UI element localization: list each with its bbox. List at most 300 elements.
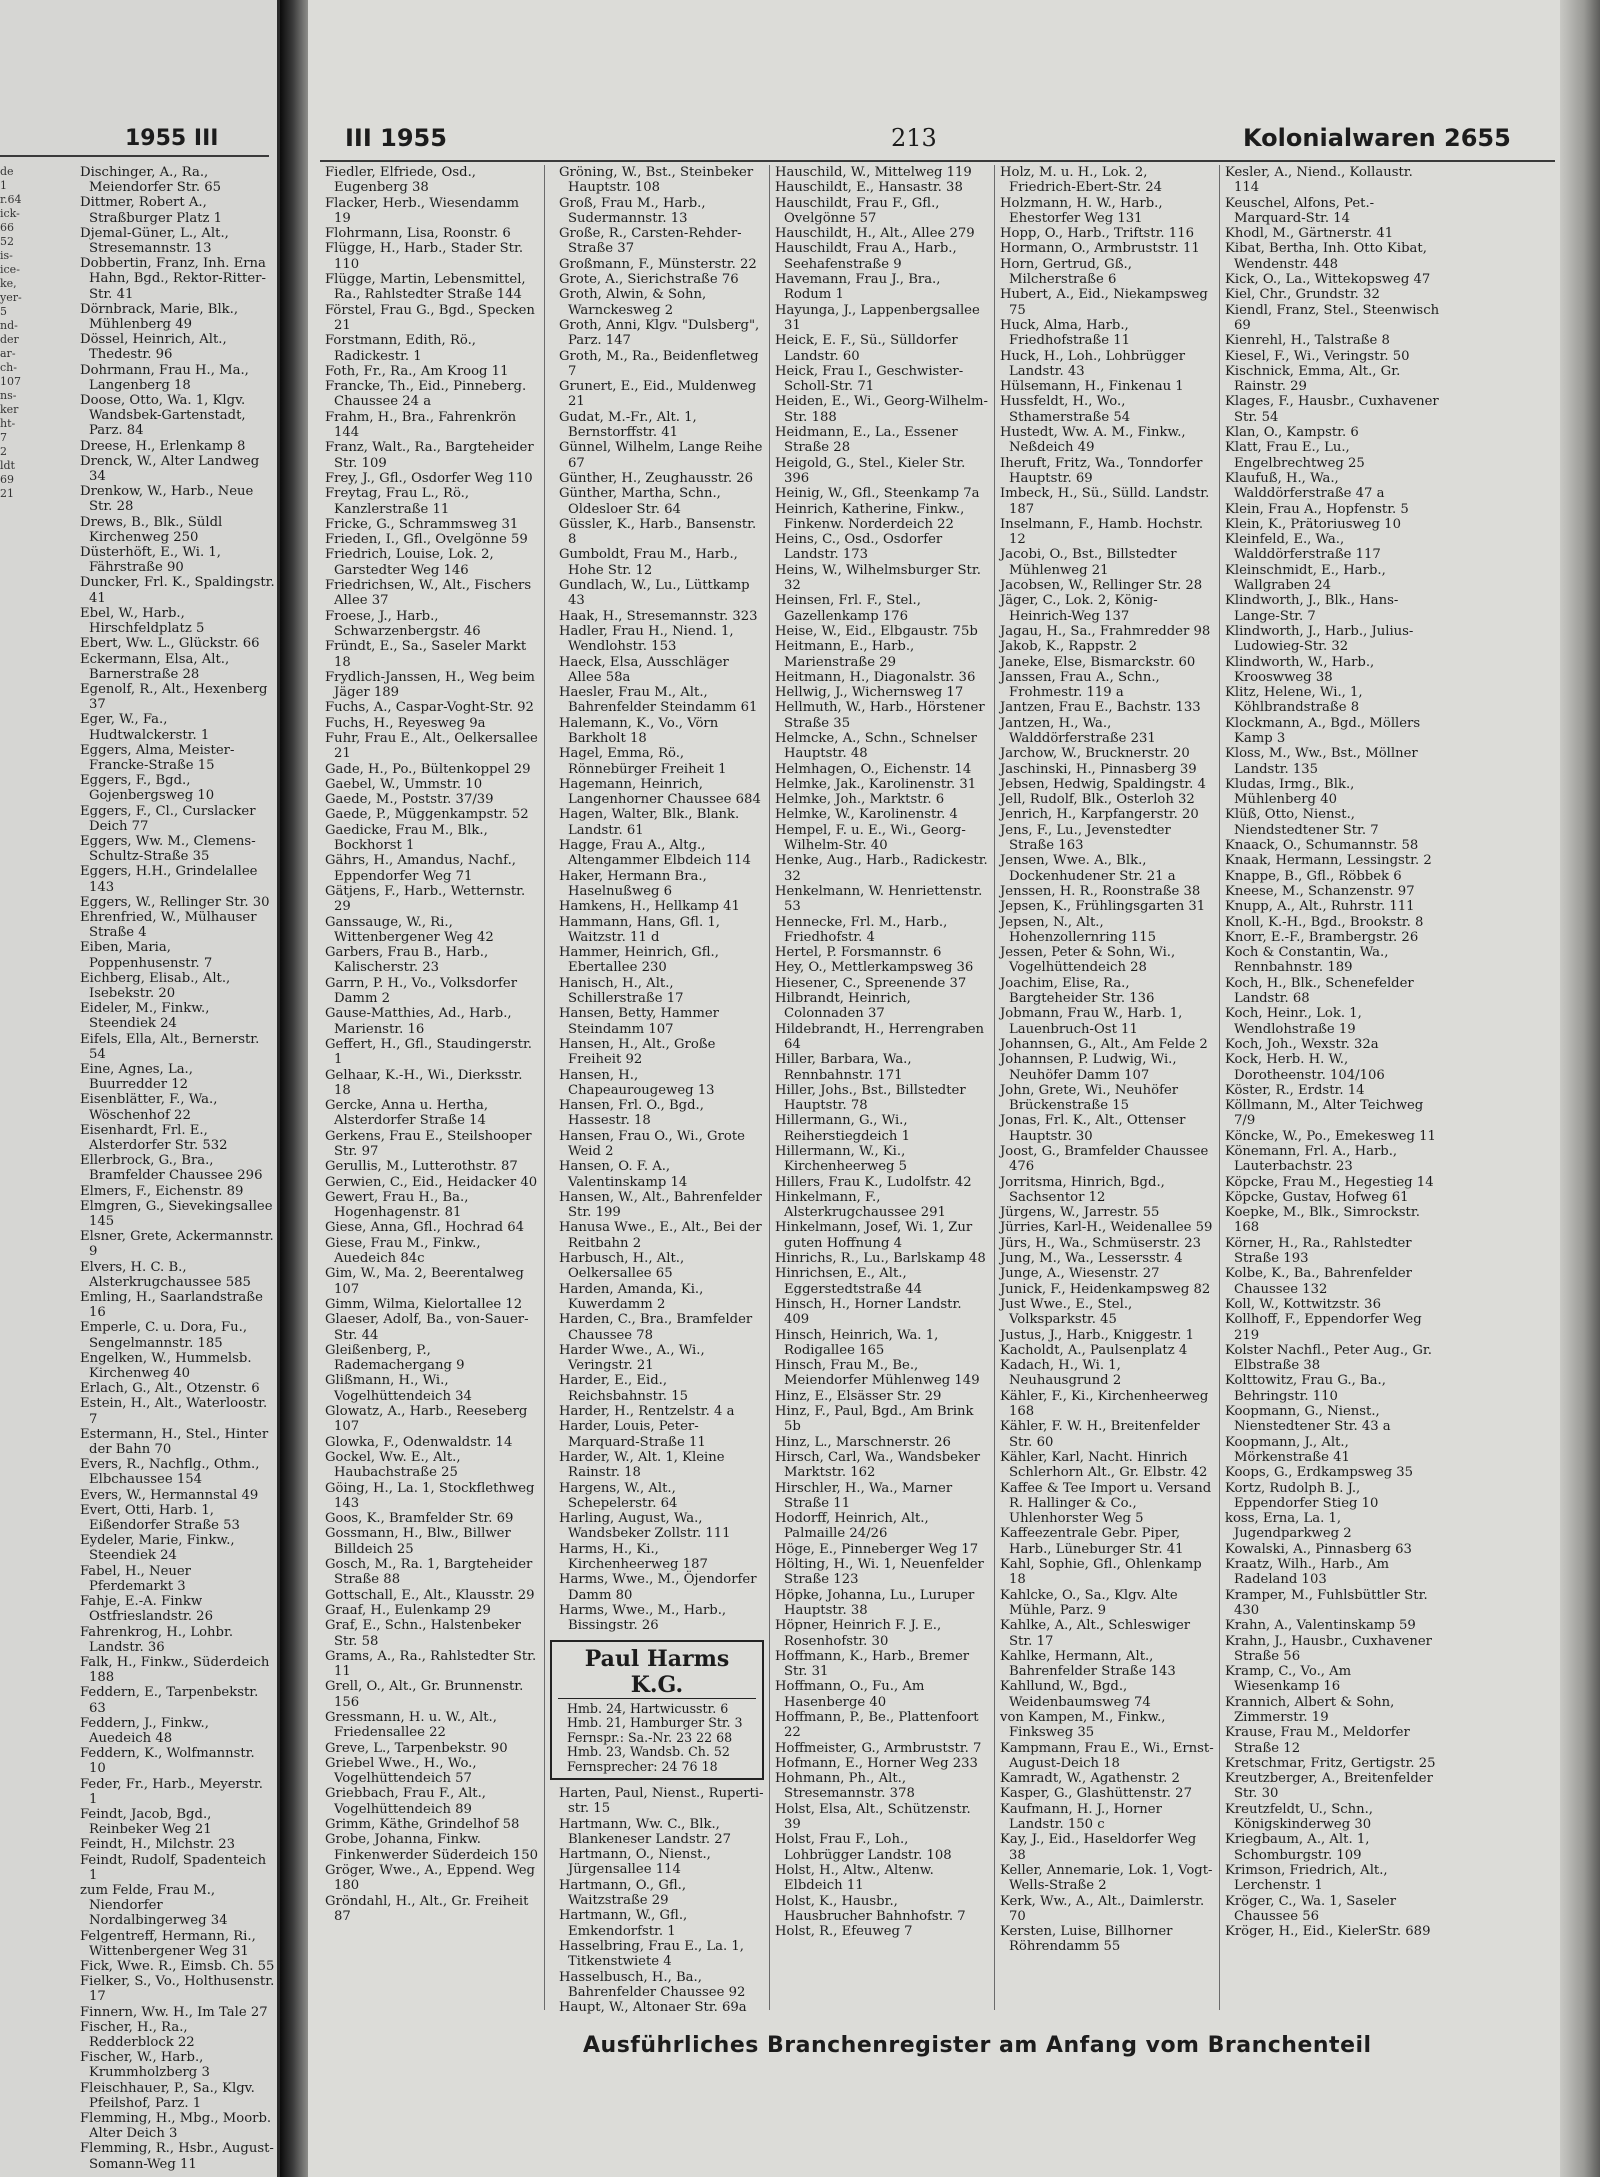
directory-entry: Hinrichs, R., Lu., Barlskamp 48 xyxy=(775,1251,986,1267)
directory-entry: Hussfeldt, H., Wo., Sthamerstraße 54 xyxy=(1000,394,1131,425)
advertisement-line: Fernsprecher: 24 76 18 xyxy=(567,1758,718,1774)
directory-entry: Hinkelmann, Josef, Wi. 1, Zur guten Hoffnung 4 xyxy=(775,1220,973,1251)
directory-entry: Fiedler, Elfriede, Osd., Eugenberg 38 xyxy=(325,165,476,196)
directory-entry: Graaf, H., Eulenkamp 29 xyxy=(325,1602,491,1618)
directory-entry: Kramper, M., Fuhlsbüttler Str. 430 xyxy=(1225,1587,1428,1618)
directory-entry: Fleischhauer, P., Sa., Klgv. Pfeilshof, Parz. 1 xyxy=(80,2080,255,2111)
directory-entry: Drenkow, W., Harb., Neue Str. 28 xyxy=(80,484,254,515)
directory-entry: Forstmann, Edith, Rö., Radickestr. 1 xyxy=(325,333,476,364)
directory-entry: Harling, August, Wa., Wandsbeker Zollstr. 111 xyxy=(559,1511,731,1542)
directory-entry: Kaffee & Tee Import u. Versand R. Hallinger & Co., Uhlenhorster Weg 5 xyxy=(1000,1480,1212,1527)
directory-entry: Kesler, A., Niend., Kollaustr. 114 xyxy=(1225,165,1413,196)
directory-entry: Goos, K., Bramfelder Str. 69 xyxy=(325,1511,514,1527)
directory-entry: Kiendl, Franz, Stel., Steenwisch 69 xyxy=(1225,302,1440,333)
directory-entry: Hillers, Frau K., Ludolfstr. 42 xyxy=(775,1174,972,1190)
margin-fragment: yer- xyxy=(0,291,22,304)
directory-entry: Heins, C., Osd., Osdorfer Landstr. 173 xyxy=(775,532,943,563)
directory-entry: Kreutzfeldt, U., Schn., Königskinderweg 30 xyxy=(1225,1801,1373,1833)
directory-entry: Hartmann, W., Gfl., Emkendorfstr. 1 xyxy=(559,1908,688,1939)
directory-entry: Hansen, H., Alt., Große Freiheit 92 xyxy=(559,1036,716,1068)
directory-entry: Kasper, G., Glashüttenstr. 27 xyxy=(1000,1786,1192,1802)
right-page-running-head-left: III 1955 xyxy=(345,124,447,152)
directory-entry: Hiller, Barbara, Wa., Rennbahnstr. 171 xyxy=(775,1052,912,1083)
directory-entry: Kersten, Luise, Billhorner Röhrendamm 55 xyxy=(1000,1924,1173,1955)
directory-entry: Just Wwe., E., Stel., Volksparkstr. 45 xyxy=(1000,1296,1133,1328)
directory-entry: Jonas, Frl. K., Alt., Ottenser Hauptstr. 30 xyxy=(1000,1113,1186,1144)
directory-entry: Harder, E., Eid., Reichsbahnstr. 15 xyxy=(559,1373,688,1404)
directory-entry: Günther, H., Zeughausstr. 26 xyxy=(559,470,754,486)
margin-fragment: 66 xyxy=(0,221,14,234)
directory-entry: Göing, H., La. 1, Stockflethweg 143 xyxy=(325,1480,535,1511)
directory-entry: Emling, H., Saarlandstraße 16 xyxy=(80,1290,263,1321)
margin-fragment: de 1 xyxy=(0,165,14,192)
directory-entry: Köpcke, Gustav, Hofweg 61 xyxy=(1225,1189,1409,1205)
directory-entry: Hellmuth, W., Harb., Hörstener Straße 35 xyxy=(775,700,985,731)
margin-fragment: is- xyxy=(0,249,13,262)
directory-entry: Groth, M., Ra., Beidenfletweg 7 xyxy=(559,348,759,379)
directory-entry: von Kampen, M., Finkw., Finksweg 35 xyxy=(1000,1709,1166,1741)
directory-entry: Duncker, Frl. K., Spaldingstr. 41 xyxy=(80,575,275,606)
directory-entry: Feddern, K., Wolfmannstr. 10 xyxy=(80,1746,255,1777)
directory-entry: Körner, H., Ra., Rahlstedter Straße 193 xyxy=(1225,1235,1412,1267)
directory-entry: Havemann, Frau J., Bra., Rodum 1 xyxy=(775,272,941,303)
directory-entry: Elvers, H. C. B., Alsterkrugchaussee 585 xyxy=(80,1259,251,1290)
directory-entry: Jürries, Karl-H., Weidenallee 59 xyxy=(1000,1220,1213,1236)
directory-entry: Hayunga, J., Lappenbergsallee 31 xyxy=(775,302,980,333)
directory-entry: Felgentreff, Hermann, Ri., Wittenbergener Weg 31 xyxy=(80,1928,256,1959)
directory-entry: Gause-Matthies, Ad., Harb., Marienstr. 16 xyxy=(325,1006,512,1037)
directory-entry: Friedrichsen, W., Alt., Fischers Allee 37 xyxy=(325,578,532,609)
directory-entry: Gimm, Wilma, Kielortallee 12 xyxy=(325,1296,523,1312)
directory-entry: Glaeser, Adolf, Ba., von-Sauer-Str. 44 xyxy=(325,1312,529,1343)
directory-entry: Jepsen, K., Frühlingsgarten 31 xyxy=(1000,899,1206,915)
directory-entry: Hinz, L., Marschnerstr. 26 xyxy=(775,1434,951,1450)
directory-entry: Haesler, Frau M., Alt., Bahrenfelder Steindamm 61 xyxy=(559,685,758,716)
directory-entry: Heitmann, E., Harb., Marienstraße 29 xyxy=(775,639,915,670)
left-page-running-head: 1955 III xyxy=(125,125,219,151)
directory-entry: Heitmann, H., Diagonalstr. 36 xyxy=(775,669,976,685)
directory-entry: Förstel, Frau G., Bgd., Specken 21 xyxy=(325,302,535,333)
directory-entry: Günther, Martha, Schn., Oldesloer Str. 64 xyxy=(559,486,721,517)
directory-entry: Kröger, H., Eid., KielerStr. 689 xyxy=(1225,1924,1431,1940)
directory-entry: Gossmann, H., Blw., Billwer Billdeich 25 xyxy=(325,1526,511,1557)
page-number: 213 xyxy=(891,124,937,152)
advertisement-line: Hmb. 21, Hamburger Str. 3 xyxy=(567,1715,743,1730)
advertisement-title: Paul Harms K.G. xyxy=(558,1646,756,1699)
directory-entry: Hillermann, W., Ki., Kirchenheerweg 5 xyxy=(775,1144,908,1175)
directory-column-2 xyxy=(545,165,770,2016)
directory-entry: Jebsen, Hedwig, Spaldingstr. 4 xyxy=(1000,776,1206,792)
directory-entry: Halemann, K., Vo., Vörn Barkholt 18 xyxy=(559,715,719,746)
directory-entry: Fuhr, Frau E., Alt., Oelkersallee 21 xyxy=(325,730,538,762)
directory-entry: Friedrich, Louise, Lok. 2, Garstedter Weg 146 xyxy=(325,547,494,578)
directory-entry: Gaede, P., Müggenkampstr. 52 xyxy=(325,807,529,823)
directory-entry: Henke, Aug., Harb., Radickestr. 32 xyxy=(775,853,988,884)
margin-fragment: 5 xyxy=(0,305,7,318)
directory-entry: Heinrich, Katherine, Finkw., Finkenw. Norderdeich 22 xyxy=(775,501,965,532)
margin-fragment: ht- xyxy=(0,417,16,430)
directory-entry: Hildebrandt, H., Herrengraben 64 xyxy=(775,1021,985,1052)
advertisement-lines xyxy=(558,1702,756,1775)
directory-entry: Hertel, P. Forsmannstr. 6 xyxy=(775,945,942,961)
directory-column-5 xyxy=(1220,165,1445,2010)
directory-entry: Hohmann, Ph., Alt., Stresemannstr. 378 xyxy=(775,1771,915,1802)
directory-entry: Kahllund, W., Bgd., Weidenbaumsweg 74 xyxy=(1000,1679,1151,1710)
margin-fragment: ar- xyxy=(0,347,16,360)
directory-entry: Frahm, H., Bra., Fahrenkrön 144 xyxy=(325,409,517,441)
directory-entry: Klindworth, J., Blk., Hans-Lange-Str. 7 xyxy=(1225,593,1399,624)
directory-entry: Kröger, C., Wa. 1, Saseler Chaussee 56 xyxy=(1225,1893,1396,1924)
directory-entry: Eggers, W., Rellinger Str. 30 xyxy=(80,894,270,910)
directory-entry: Klan, O., Kampstr. 6 xyxy=(1225,425,1359,441)
directory-entry: Kahlcke, O., Sa., Klgv. Alte Mühle, Parz. 9 xyxy=(1000,1587,1178,1618)
directory-entry: Hansen, H., Chapeaurougeweg 13 xyxy=(559,1067,715,1098)
directory-entry: Glowatz, A., Harb., Reeseberg 107 xyxy=(325,1404,528,1435)
page-edge-shadow xyxy=(1560,0,1600,2177)
directory-entry: Fischer, W., Harb., Krummholzberg 3 xyxy=(80,2050,210,2081)
directory-entry: Dischinger, A., Ra., Meiendorfer Str. 65 xyxy=(80,165,222,196)
directory-entry: Evert, Otti, Harb. 1, Eißendorfer Straße 53 xyxy=(80,1502,240,1534)
directory-entry: Gottschall, E., Alt., Klausstr. 29 xyxy=(325,1587,535,1603)
directory-entry: Knaak, Hermann, Lessingstr. 2 xyxy=(1225,853,1432,869)
directory-entry: Jenssen, H. R., Roonstraße 38 xyxy=(1000,883,1201,899)
directory-entry: Heidmann, E., La., Essener Straße 28 xyxy=(775,425,958,456)
directory-entry: Eichberg, Elisab., Alt., Isebekstr. 20 xyxy=(80,970,231,1001)
directory-entry: Hofmann, E., Horner Weg 233 xyxy=(775,1755,978,1771)
directory-entry: Hauschildt, E., Hansastr. 38 xyxy=(775,180,963,196)
directory-entry: Giese, Anna, Gfl., Hochrad 64 xyxy=(325,1220,525,1236)
directory-entry: Ehrenfried, W., Mülhauser Straße 4 xyxy=(80,909,257,941)
directory-entry: Hoffmann, P., Be., Plattenfoort 22 xyxy=(775,1709,979,1741)
directory-entry: Jürs, H., Wa., Schmüserstr. 23 xyxy=(1000,1235,1202,1251)
directory-entry: Johannsen, G., Alt., Am Felde 2 xyxy=(1000,1036,1208,1052)
directory-entry: Heinsen, Frl. F., Stel., Gazellenkamp 176 xyxy=(775,593,921,624)
directory-entry: Fuchs, H., Reyesweg 9a xyxy=(325,715,486,731)
margin-fragment: ick- xyxy=(0,207,20,220)
directory-entry: Evers, W., Hermannstal 49 xyxy=(80,1487,259,1503)
directory-entry: Drews, B., Blk., Süldl Kirchenweg 250 xyxy=(80,514,223,545)
directory-entry: Knoll, K.-H., Bgd., Brookstr. 8 xyxy=(1225,914,1424,930)
directory-entry: Engelken, W., Hummelsb. Kirchenweg 40 xyxy=(80,1350,252,1382)
directory-entry: Grobe, Johanna, Finkw. Finkenwerder Süderdeich 150 xyxy=(325,1832,539,1863)
directory-entry: Klein, Frau A., Hopfenstr. 5 xyxy=(1225,501,1409,517)
margin-fragment: der xyxy=(0,333,19,346)
right-page xyxy=(308,0,1600,2177)
directory-entry: Graf, E., Schn., Halstenbeker Str. 58 xyxy=(325,1618,521,1649)
directory-entry: Heiden, E., Wi., Georg-Wilhelm-Str. 188 xyxy=(775,394,988,425)
directory-entry: Gröning, W., Bst., Steinbeker Hauptstr. 108 xyxy=(559,165,754,196)
directory-entry: Koopmann, G., Nienst., Nienstedtener Str. 43 a xyxy=(1225,1404,1391,1435)
directory-entry: Harms, Wwe., M., Öjendorfer Damm 80 xyxy=(559,1572,757,1603)
directory-entry: Kloss, M., Ww., Bst., Möllner Landstr. 135 xyxy=(1225,746,1418,777)
directory-entry: Gährs, H., Amandus, Nachf., Eppendorfer Weg 71 xyxy=(325,853,516,884)
directory-entry: Gockel, Ww. E., Alt., Haubachstraße 25 xyxy=(325,1449,461,1481)
directory-entry: Khodl, M., Gärtnerstr. 41 xyxy=(1225,226,1394,242)
right-page-running-head-right: Kolonialwaren 2655 xyxy=(1243,124,1511,152)
directory-entry: Kleinschmidt, E., Harb., Wallgraben 24 xyxy=(1225,562,1386,594)
directory-entry: Jarchow, W., Brucknerstr. 20 xyxy=(1000,746,1190,762)
directory-entry: Hoffmann, K., Harb., Bremer Str. 31 xyxy=(775,1648,970,1680)
directory-entry: Gerwien, C., Eid., Heidacker 40 xyxy=(325,1174,538,1190)
left-page-margin-fragments xyxy=(0,165,22,2070)
directory-entry: Grams, A., Ra., Rahlstedter Str. 11 xyxy=(325,1648,537,1680)
directory-entry: Kaufmann, H. J., Horner Landstr. 150 c xyxy=(1000,1801,1162,1833)
directory-entry: Haeck, Elsa, Ausschläger Allee 58a xyxy=(559,654,729,685)
directory-entry: Flohrmann, Lisa, Roonstr. 6 xyxy=(325,226,511,242)
directory-entry: Gim, W., Ma. 2, Beerentalweg 107 xyxy=(325,1266,524,1297)
directory-entry: Hansen, W., Alt., Bahrenfelder Str. 199 xyxy=(559,1189,762,1221)
directory-entry: Dobbertin, Franz, Inh. Erna Hahn, Bgd., Rektor-Ritter-Str. 41 xyxy=(80,256,266,302)
directory-entry: Elmgren, G., Sievekingsallee 145 xyxy=(80,1198,273,1230)
directory-entry: Harder, H., Rentzelstr. 4 a xyxy=(559,1404,735,1420)
margin-fragment: 52 xyxy=(0,235,14,248)
directory-entry: Jacobi, O., Bst., Billstedter Mühlenweg 21 xyxy=(1000,547,1177,578)
directory-entry: Jantzen, Frau E., Bachstr. 133 xyxy=(1000,700,1201,716)
directory-entry: Hargens, W., Alt., Schepelerstr. 64 xyxy=(559,1480,678,1511)
column-2-entries-after-ad xyxy=(550,1786,764,2015)
directory-entry: Dössel, Heinrich, Alt., Thedestr. 96 xyxy=(80,332,227,363)
book-gutter xyxy=(280,0,308,2177)
directory-entry: Hansen, Frl. O., Bgd., Hassestr. 18 xyxy=(559,1098,704,1129)
directory-entry: Garbers, Frau B., Harb., Kalischerstr. 23 xyxy=(325,945,489,976)
directory-entry: Hormann, O., Armbruststr. 11 xyxy=(1000,241,1200,257)
directory-entry: Harms, Wwe., M., Harb., Bissingstr. 26 xyxy=(559,1602,727,1634)
directory-entry: Kacholdt, A., Paulsenplatz 4 xyxy=(1000,1342,1188,1358)
directory-entry: Fahrenkrog, H., Lohbr. Landstr. 36 xyxy=(80,1624,234,1655)
directory-entry: Giese, Frau M., Finkw., Auedeich 84c xyxy=(325,1235,481,1267)
directory-entry: Imbeck, H., Sü., Sülld. Landstr. 187 xyxy=(1000,486,1210,517)
directory-entry: Eiben, Maria, Poppenhusenstr. 7 xyxy=(80,940,213,971)
directory-entry: Kraatz, Wilh., Harb., Am Radeland 103 xyxy=(1225,1557,1390,1588)
directory-entry: Eine, Agnes, La., Buurredder 12 xyxy=(80,1061,193,1093)
directory-entry: Iheruft, Fritz, Wa., Tonndorfer Hauptstr. 69 xyxy=(1000,455,1203,486)
directory-entry: Djemal-Güner, L., Alt., Stresemannstr. 13 xyxy=(80,225,229,257)
directory-entry: Junge, A., Wiesenstr. 27 xyxy=(1000,1266,1160,1282)
directory-entry: Greve, L., Tarpenbekstr. 90 xyxy=(325,1740,508,1756)
directory-entry: Feddern, J., Finkw., Auedeich 48 xyxy=(80,1715,209,1746)
directory-entry: Hauschild, W., Mittelweg 119 xyxy=(775,165,972,180)
directory-entry: Fuchs, A., Caspar-Voght-Str. 92 xyxy=(325,700,534,716)
directory-entry: Kerk, Ww., A., Alt., Daimlerstr. 70 xyxy=(1000,1893,1205,1924)
directory-entry: Hinsch, Heinrich, Wa. 1, Rodigallee 165 xyxy=(775,1327,939,1358)
margin-fragment: ldt xyxy=(0,459,15,472)
directory-entry: Doose, Otto, Wa. 1, Klgv. Wandsbek-Gartenstadt, Parz. 84 xyxy=(80,393,246,439)
directory-entry: Jepsen, N., Alt., Hohenzollernring 115 xyxy=(1000,914,1156,945)
directory-entry: Eggers, Ww. M., Clemens-Schultz-Straße 35 xyxy=(80,833,256,865)
directory-entry: Flügge, Martin, Lebensmittel, Ra., Rahlstedter Straße 144 xyxy=(325,272,526,303)
directory-entry: Hempel, F. u. E., Wi., Georg-Wilhelm-Str. 40 xyxy=(775,822,966,854)
directory-entry: zum Felde, Frau M., Niendorfer Nordalbingerweg 34 xyxy=(80,1882,228,1929)
directory-entry: Hanisch, H., Alt., Schillerstraße 17 xyxy=(559,975,684,1007)
directory-entry: Hopp, O., Harb., Triftstr. 116 xyxy=(1000,226,1194,242)
directory-entry: Feindt, Rudolf, Spadenteich 1 xyxy=(80,1852,267,1883)
directory-entry: Gätjens, F., Harb., Wetternstr. 29 xyxy=(325,883,526,915)
directory-entry: Koll, W., Kottwitzstr. 36 xyxy=(1225,1296,1381,1312)
directory-entry: Dohrmann, Frau H., Ma., Langenberg 18 xyxy=(80,362,249,393)
directory-entry: Haupt, W., Altonaer Str. 69a xyxy=(559,2000,747,2016)
directory-entry: Hellwig, J., Wichernsweg 17 xyxy=(775,685,964,701)
directory-entry: Eisenhardt, Frl. E., Alsterdorfer Str. 532 xyxy=(80,1122,228,1153)
directory-entry: Krannich, Albert & Sohn, Zimmerstr. 19 xyxy=(1225,1694,1395,1725)
directory-entry: Jacobsen, W., Rellinger Str. 28 xyxy=(1000,578,1203,594)
right-page-header-rule xyxy=(320,160,1555,162)
directory-entry: Holst, K., Hausbr., Hausbrucher Bahnhofstr. 7 xyxy=(775,1893,966,1924)
directory-entry: Ellerbrock, G., Bra., Bramfelder Chaussee 296 xyxy=(80,1153,263,1184)
directory-entry: Harden, C., Bra., Bramfelder Chaussee 78 xyxy=(559,1312,753,1343)
directory-entry: Hodorff, Heinrich, Alt., Palmaille 24/26 xyxy=(775,1511,929,1542)
directory-entry: Kahlke, A., Alt., Schleswiger Str. 17 xyxy=(1000,1618,1191,1649)
directory-entry: Hillermann, G., Wi., Reiherstiegdeich 1 xyxy=(775,1113,911,1144)
directory-entry: Jakob, K., Rappstr. 2 xyxy=(1000,639,1138,655)
directory-entry: Fründt, E., Sa., Saseler Markt 18 xyxy=(325,639,527,670)
directory-entry: Kadach, H., Wi. 1, Neuhausgrund 2 xyxy=(1000,1358,1122,1389)
advertisement-line: Fernspr.: Sa.-Nr. 23 22 68 xyxy=(567,1729,733,1745)
advertisement-box xyxy=(550,1640,764,1781)
directory-entry: Johannsen, P. Ludwig, Wi., Neuhöfer Damm 107 xyxy=(1000,1052,1177,1083)
directory-entry: Geffert, H., Gfl., Staudingerstr. 1 xyxy=(325,1036,532,1068)
margin-fragment: 7 xyxy=(0,431,7,444)
directory-entry: Jaschinski, H., Pinnasberg 39 xyxy=(1000,761,1197,777)
directory-entry: Gaede, M., Poststr. 37/39 xyxy=(325,792,494,808)
directory-entry: Griebel Wwe., H., Wo., Vogelhüttendeich 57 xyxy=(325,1755,477,1787)
directory-entry: Kiesel, F., Wi., Veringstr. 50 xyxy=(1225,348,1410,364)
directory-entry: Hustedt, Ww. A. M., Finkw., Neßdeich 49 xyxy=(1000,425,1186,456)
directory-entry: Justus, J., Harb., Kniggestr. 1 xyxy=(1000,1327,1194,1343)
directory-entry: Hauschildt, H., Alt., Allee 279 xyxy=(775,226,975,242)
directory-entry: Hagen, Walter, Blk., Blank. Landstr. 61 xyxy=(559,807,740,838)
directory-entry: Ebel, W., Harb., Hirschfeldplatz 5 xyxy=(80,605,205,637)
directory-entry: Könemann, Frl. A., Harb., Lauterbachstr. 23 xyxy=(1225,1144,1398,1175)
directory-entry: Höpner, Heinrich F. J. E., Rosenhofstr. 30 xyxy=(775,1618,942,1649)
directory-entry: Horn, Gertrud, Gß., Milcherstraße 6 xyxy=(1000,256,1132,288)
directory-entry: Harten, Paul, Nienst., Ruperti-str. 15 xyxy=(559,1786,764,1817)
directory-entry: Falk, H., Finkw., Süderdeich 188 xyxy=(80,1654,270,1686)
advertisement-line: Hmb. 24, Hartwicusstr. 6 xyxy=(567,1700,729,1716)
directory-entry: Franz, Walt., Ra., Bargteheider Str. 109 xyxy=(325,440,534,471)
directory-entry: Knaack, O., Schumannstr. 58 xyxy=(1225,838,1419,854)
directory-entry: Fricke, G., Schrammsweg 31 xyxy=(325,516,519,532)
directory-entry: Knorr, E.-F., Brambergstr. 26 xyxy=(1225,929,1419,945)
directory-entry: Jenrich, H., Karpfangerstr. 20 xyxy=(1000,807,1199,823)
directory-entry: Jürgens, W., Jarrestr. 55 xyxy=(1000,1205,1160,1221)
directory-entry: Eggers, F., Bgd., Gojenbergsweg 10 xyxy=(80,773,215,804)
directory-entry: Koops, G., Erdkampsweg 35 xyxy=(1225,1465,1414,1481)
directory-entry: Jung, M., Wa., Lessersstr. 4 xyxy=(1000,1251,1183,1267)
directory-entry: Feddern, E., Tarpenbekstr. 63 xyxy=(80,1685,259,1716)
directory-entry: Heick, Frau I., Geschwister-Scholl-Str. 71 xyxy=(775,363,964,395)
directory-entry: Hagel, Emma, Rö., Rönnebürger Freiheit 1 xyxy=(559,746,727,777)
directory-entry: Haker, Hermann Bra., Haselnußweg 6 xyxy=(559,868,707,899)
directory-entry: Klitz, Helene, Wi., 1, Köhlbrandstraße 8 xyxy=(1225,685,1363,716)
directory-entry: Harder, Louis, Peter-Marquard-Straße 11 xyxy=(559,1419,706,1450)
directory-entry: Hoffmann, O., Fu., Am Hasenberge 40 xyxy=(775,1679,925,1710)
directory-entry: Hirschler, H., Wa., Marner Straße 11 xyxy=(775,1480,953,1511)
directory-entry: Groß, Frau M., Harb., Sudermannstr. 13 xyxy=(559,195,706,226)
directory-entry: Flügge, H., Harb., Stader Str. 110 xyxy=(325,241,524,272)
directory-entry: Holst, Elsa, Alt., Schützenstr. 39 xyxy=(775,1801,971,1833)
directory-entry: Koch & Constantin, Wa., Rennbahnstr. 189 xyxy=(1225,945,1389,976)
directory-entry: Drenck, W., Alter Landweg 34 xyxy=(80,453,260,485)
directory-entry: Klindworth, J., Harb., Julius-Ludowieg-Str. 32 xyxy=(1225,623,1414,655)
directory-entry: Erlach, G., Alt., Otzenstr. 6 xyxy=(80,1381,260,1397)
directory-entry: Finnern, Ww. H., Im Tale 27 xyxy=(80,2004,268,2020)
directory-entry: Estein, H., Alt., Waterloostr. 7 xyxy=(80,1396,268,1427)
directory-entry: Dittmer, Robert A., Straßburger Platz 1 xyxy=(80,195,223,226)
left-page xyxy=(0,0,280,2177)
directory-entry: Kleinfeld, E., Wa., Walddörferstraße 117 xyxy=(1225,532,1381,563)
directory-entry: Köpcke, Frau M., Hegestieg 14 xyxy=(1225,1174,1434,1190)
directory-entry: Klatt, Frau E., Lu., Engelbrechtweg 25 xyxy=(1225,440,1365,471)
directory-entry: Koepke, M., Blk., Simrockstr. 168 xyxy=(1225,1205,1420,1236)
directory-entry: Junick, F., Heidenkampsweg 82 xyxy=(1000,1281,1211,1297)
directory-entry: Gröger, Wwe., A., Eppend. Weg 180 xyxy=(325,1862,535,1894)
directory-entry: Kludas, Irmg., Blk., Mühlenberg 40 xyxy=(1225,776,1355,808)
directory-entry: Hartmann, Ww. C., Blk., Blankeneser Landstr. 27 xyxy=(559,1816,732,1847)
directory-entry: Jäger, C., Lok. 2, König-Heinrich-Weg 137 xyxy=(1000,593,1158,624)
directory-entry: Hiesener, C., Spreenende 37 xyxy=(775,975,967,991)
directory-entry: Kähler, F. W. H., Breitenfelder Str. 60 xyxy=(1000,1419,1200,1450)
directory-entry: Güssler, K., Harb., Bansenstr. 8 xyxy=(559,516,757,548)
margin-fragment: r.64 xyxy=(0,193,22,206)
directory-entry: Hansen, Betty, Hammer Steindamm 107 xyxy=(559,1006,719,1037)
directory-entry: Egenolf, R., Alt., Hexenberg 37 xyxy=(80,681,268,713)
directory-entry: Kampmann, Frau E., Wi., Ernst-August-Deich 18 xyxy=(1000,1740,1214,1771)
directory-entry: Gercke, Anna u. Hertha, Alsterdorfer Straße 14 xyxy=(325,1098,489,1129)
directory-entry: Frieden, I., Gfl., Ovelgönne 59 xyxy=(325,532,528,548)
directory-entry: Hinsch, H., Horner Landstr. 409 xyxy=(775,1296,962,1328)
directory-entry: Knappe, B., Gfl., Röbbek 6 xyxy=(1225,868,1402,884)
directory-entry: Hiller, Johs., Bst., Billstedter Hauptstr. 78 xyxy=(775,1082,966,1114)
directory-entry: Evers, R., Nachflg., Othm., Elbchaussee 154 xyxy=(80,1457,260,1488)
directory-entry: Groth, Anni, Klgv. "Dulsberg", Parz. 147 xyxy=(559,317,760,349)
directory-entry: Düsterhöft, E., Wi. 1, Fährstraße 90 xyxy=(80,545,221,576)
directory-entry: Hasselbusch, H., Ba., Bahrenfelder Chaussee 92 xyxy=(559,1969,746,2000)
directory-entry: Elmers, F., Eichenstr. 89 xyxy=(80,1183,244,1199)
directory-entry: Kähler, F., Ki., Kirchenheerweg 168 xyxy=(1000,1388,1209,1420)
directory-entry: Höge, E., Pinneberger Weg 17 xyxy=(775,1541,979,1557)
directory-entry: Heigold, G., Stel., Kieler Str. 396 xyxy=(775,455,966,486)
directory-entry: Hinz, E., Elsässer Str. 29 xyxy=(775,1388,942,1404)
directory-entry: Huck, H., Loh., Lohbrügger Landstr. 43 xyxy=(1000,348,1186,379)
margin-fragment: 21 xyxy=(0,487,14,500)
directory-entry: Keuschel, Alfons, Pet.-Marquard-Str. 14 xyxy=(1225,195,1375,226)
directory-entry: Gelhaar, K.-H., Wi., Dierksstr. 18 xyxy=(325,1067,523,1098)
directory-entry: Flemming, R., Hsbr., August-Somann-Weg 11 xyxy=(80,2141,274,2172)
directory-entry: Hauschildt, Frau F., Gfl., Ovelgönne 57 xyxy=(775,195,940,226)
directory-entry: Freytag, Frau L., Rö., Kanzlerstraße 11 xyxy=(325,486,470,517)
directory-entry: Koopmann, J., Alt., Mörkenstraße 41 xyxy=(1225,1434,1350,1465)
directory-entry: Jensen, Wwe. A., Blk., Dockenhudener Str. 21 a xyxy=(1000,853,1176,884)
directory-entry: Kaffeezentrale Gebr. Piper, Harb., Lüneburger Str. 41 xyxy=(1000,1526,1184,1557)
directory-entry: Hansen, Frau O., Wi., Grote Weid 2 xyxy=(559,1128,745,1159)
directory-entry: Gudat, M.-Fr., Alt. 1, Bernstorffstr. 41 xyxy=(559,409,697,441)
directory-entry: Krahn, J., Hausbr., Cuxhavener Straße 56 xyxy=(1225,1633,1432,1664)
directory-entry: Gerkens, Frau E., Steilshooper Str. 97 xyxy=(325,1128,532,1159)
directory-entry: Koch, H., Blk., Schenefelder Landstr. 68 xyxy=(1225,975,1414,1007)
directory-entry: Kneese, M., Schanzenstr. 97 xyxy=(1225,883,1415,899)
directory-entry: Ebert, Ww. L., Glückstr. 66 xyxy=(80,636,260,652)
margin-fragment: ch- xyxy=(0,361,17,374)
directory-entry: Froese, J., Harb., Schwarzenbergstr. 46 xyxy=(325,608,481,639)
directory-entry: Kick, O., La., Wittekopsweg 47 xyxy=(1225,272,1431,288)
directory-entry: Heins, W., Wilhelmsburger Str. 32 xyxy=(775,562,981,594)
directory-entry: Krimson, Friedrich, Alt., Lerchenstr. 1 xyxy=(1225,1862,1388,1894)
directory-entry: Grimm, Käthe, Grindelhof 58 xyxy=(325,1817,520,1833)
margin-fragment: ke, xyxy=(0,277,17,290)
directory-entry: Ganssauge, W., Ri., Wittenbergener Weg 42 xyxy=(325,914,494,945)
directory-entry: Hennecke, Frl. M., Harb., Friedhofstr. 4 xyxy=(775,914,948,945)
directory-entry: Krahn, A., Valentinskamp 59 xyxy=(1225,1618,1416,1634)
